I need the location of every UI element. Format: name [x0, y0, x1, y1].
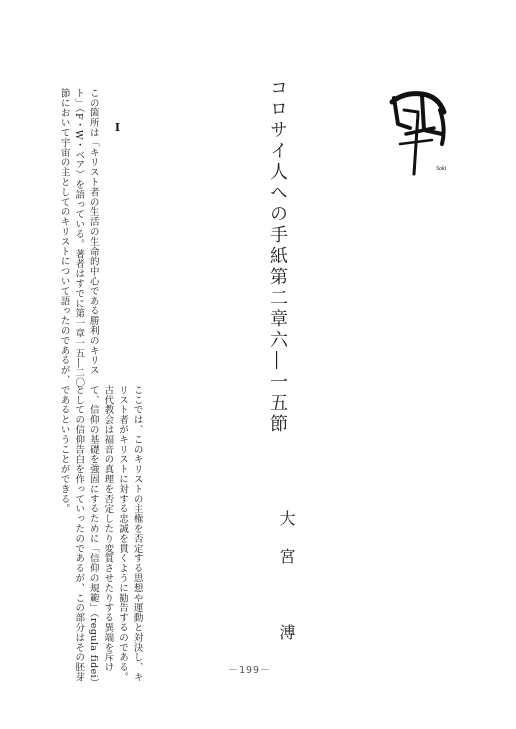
article-title: コロサイ人への手紙第二章六―一五節	[267, 78, 288, 435]
decorative-ink-monogram-icon	[382, 84, 452, 180]
paragraph-2-line: リスト者がキリストに対する忠誠を貫くように勧告するのである。	[116, 385, 128, 682]
paragraph-2-line: としての信仰告白を作っていったのであるが、この部分はその胚芽	[73, 385, 85, 682]
author-name: 大宮 溥	[277, 510, 296, 662]
paragraph-2-line: 古代教会は福音の真理を否定したり変質させたりする異端を斥け	[102, 385, 114, 673]
paragraph-2	[56, 385, 144, 688]
logo-signature: Saki	[436, 166, 447, 172]
paragraph-2-line: ここでは、このキリストの主権を否定する思想や運動と対決し、キ	[131, 385, 143, 682]
paragraph-1-line: この箇所は「キリスト者の生活の生命的中心である勝利のキリス	[87, 88, 99, 376]
paragraph-1-line: 節において宇宙の主としてのキリストについて語ったのであるが、	[58, 88, 70, 385]
paragraph-1-line: ト」（F・W・ベア）を語っている。著者はすでに第一章一五―二〇	[73, 88, 85, 388]
paragraph-2-line: であるということができる。	[58, 385, 70, 514]
page-number: －199－	[228, 665, 272, 676]
paragraph-2-line: て、信仰の基礎を強固にするために「信仰の規範」（regula fidei）	[87, 385, 99, 688]
paragraph-1	[56, 88, 100, 388]
section-number: Ⅰ	[111, 121, 124, 134]
